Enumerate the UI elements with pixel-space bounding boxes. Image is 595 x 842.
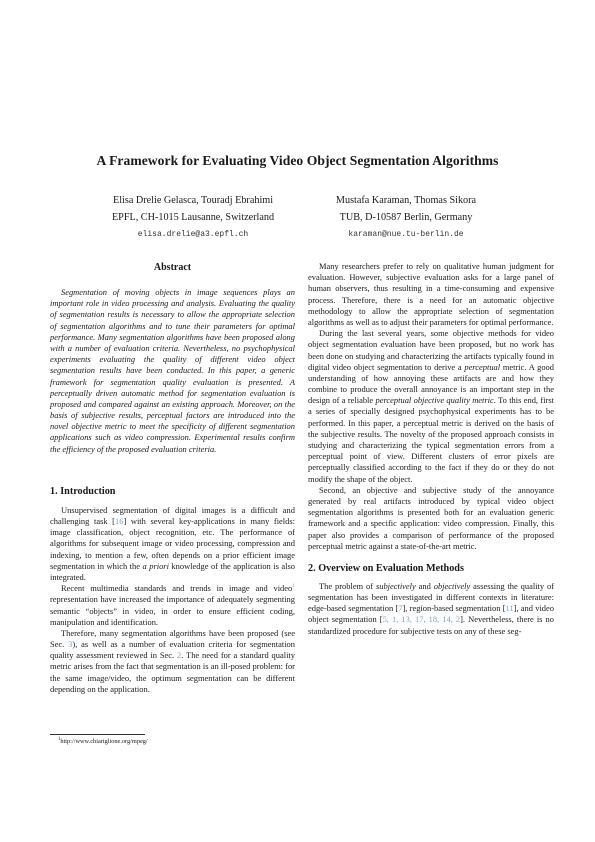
footnote-link[interactable]: 1	[292, 583, 295, 590]
footnote	[58, 738, 148, 746]
author-affiliation: EPFL, CH-1015 Lausanne, Switzerland	[111, 211, 275, 223]
author-block-tub	[300, 193, 512, 244]
author-affiliation: TUB, D-10587 Berlin, Germany	[339, 211, 473, 223]
intro-paragraph-5: During the last several years, some objective methods for video object segmentation evaluation have been proposed, but no work has been done on studying and characterizing the artifacts typically found in digital video object segmentation to derive a perceptual metric. A good understanding of how annoying these artifacts are and how they combine to produce the overall annoyance is an important step in the design of a reliable perceptual objective quality metric. To this end, first a series of specially designed psychophysical experiments has to be performed. In this paper, a perceptual metric is derived on the basis of the subjective results. The novelty of the proposed approach consists in studying and characterizing the typical segmentation errors from a perceptual point of view. Different clusters of error pixels are perceptually classified according to the fact if they do or they do not modify the shape of the object.	[308, 328, 554, 484]
intro-paragraph-2: Recent multimedia standards and trends in image and video$^1$ representation have increased the importance of adequately segmenting semantic “objects” in video, in order to ensure efficient coding, manipulation and identification.	[50, 583, 295, 627]
intro-paragraph-6: Second, an objective and subjective study of the annoyance generated by real artifacts introduced by typical video object segmentation algorithms is presented both for an evaluation generic framework and a specific application: video compression. Finally, this paper also provides a comparison of performance of the proposed perceptual metric against a state-of-the-art metric.	[308, 484, 554, 551]
citation-link[interactable]: 7	[398, 603, 403, 614]
intro-paragraph-4: Many researchers prefer to rely on qualitative human judgment for evaluation. However, subjective evaluation asks for a large panel of human observers, thus resulting in a time-consuming and expensive process. Therefore, there is a need for an automatic objective methodology to allow the appropriate selection of segmentation algorithms as well as to adjust their parameters for optimal performance.	[308, 261, 554, 327]
left-column	[50, 261, 295, 695]
footnote-url[interactable]: http://www.chiariglione.org/mpeg/	[60, 738, 148, 745]
intro-paragraph-3: Therefore, many segmentation algorithms have been proposed (see Sec. 3), as well as a number of evaluation criteria for segmentation quality assessment reviewed in Sec. 2. The need for a standard quality metric arises from the fact that segmentation is an ill-posed problem: for the same image/video, the optimum segmentation can be different depending on the application.	[50, 627, 295, 694]
intro-paragraph-1: Unsupervised segmentation of digital images is a difficult and challenging task [16] with several key-applications in many fields: image classification, object recognition, etc. The performance of algorithms for subsequent image or video processing, compression and indexing, to mention a few, often depends on a prior efficient image segmentation in which the a priori knowledge of the application is also integrated.	[50, 504, 295, 582]
citation-link[interactable]: 11	[505, 603, 514, 614]
overview-paragraph: The problem of subjectively and objectively assessing the quality of segmentation has been investigated in different contexts in literature: edge-based segmentation [7], region-based segmentation [11], and video object segmentation [5, 1, 13, 17, 18, 14, 2]. Nevertheless, there is no standardized procedure for subjective tests on any of these seg-	[308, 580, 555, 636]
section-heading-introduction: 1. Introduction	[50, 485, 116, 497]
section-heading-overview: 2. Overview on Evaluation Methods	[308, 562, 464, 574]
abstract-heading: Abstract	[153, 262, 192, 273]
section-link[interactable]: 2	[177, 650, 182, 661]
footnote-mark: 1	[58, 736, 61, 742]
author-names: Elisa Drelie Gelasca, Touradj Ebrahimi	[112, 195, 274, 206]
citation-link[interactable]: 5, 1, 13, 17, 18, 14, 2	[382, 614, 461, 625]
citation-link[interactable]: 16	[115, 516, 124, 526]
footnote-divider	[50, 734, 145, 735]
author-block-epfl	[82, 193, 304, 244]
author-names: Mustafa Karaman, Thomas Sikora	[335, 195, 477, 206]
author-email[interactable]: elisa.drelie@a3.epfl.ch	[137, 230, 249, 239]
author-email[interactable]: karaman@nue.tu-berlin.de	[348, 230, 464, 239]
right-column	[308, 261, 554, 637]
paper-title: A Framework for Evaluating Video Object Segmentation Algorithms	[96, 153, 499, 168]
abstract-text: Segmentation of moving objects in image sequences plays an important role in video processing and analysis. Evaluating the quality of segmentation results is necessary to allow the appropriate selection of segmentation algorithms and to tune their parameters for optimal performance. Many segmentation algorithms have been proposed along with a number of evaluation criteria. Nevertheless, no psychophysical experiments evaluating the quality of different video object segmentation results have been conducted. In this paper, a generic framework for segmentation quality evaluation is presented. A perceptually driven automatic method for segmentation evaluation is proposed and compared against an existing approach. Moreover, on the basis of subjective results, perceptual factors are introduced into the novel objective metric to meet the specificity of different segmentation applications such as video compression. Experimental results confirm the efficiency of the proposed evaluation criteria.	[50, 287, 295, 454]
section-link[interactable]: 3	[68, 639, 73, 650]
